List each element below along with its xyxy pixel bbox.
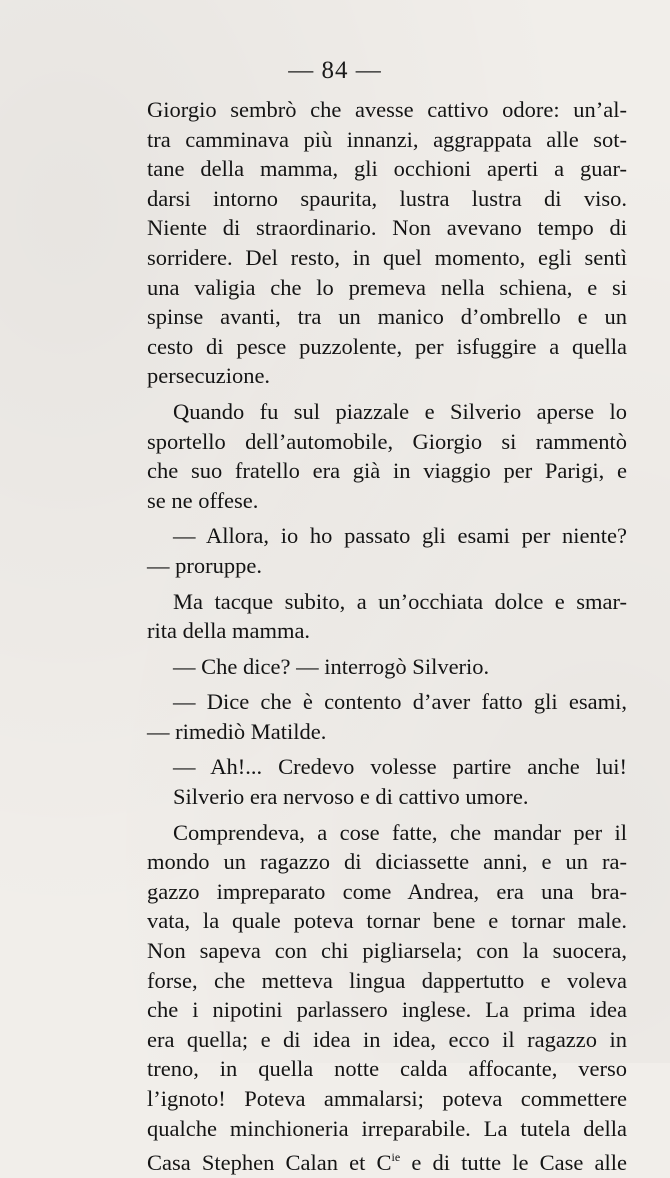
text-line: darsi intorno spaurita, lustra lustra di viso. [147, 185, 627, 211]
text-line: era quella; e di idea in idea, ecco il ragazzo in [147, 1026, 627, 1052]
text-line: persecuzione. [147, 363, 271, 389]
company-abbr-suffix: ie [391, 1150, 401, 1165]
text-line: spinse avanti, tra un manico d’ombrello e un [147, 304, 627, 330]
text-line: sorridere. Del resto, in quel momento, egli sentì [147, 244, 627, 270]
text-line: che suo fratello era già in viaggio per Parigi, e [147, 458, 627, 484]
text-line: se ne offese. [147, 487, 259, 513]
page-number: — 84 — [288, 57, 382, 84]
text-line: l’ignoto! Poteva ammalarsi; poteva commettere [147, 1086, 627, 1111]
text-line: vata, la quale poteva tornar bene e tornar male. [147, 908, 627, 934]
text-line: Niente di straordinario. Non avevano tempo di [147, 215, 627, 241]
text-line: Non sapeva con chi pigliarsela; con la suocera, [147, 938, 627, 964]
last-line-before: Casa Stephen Calan et C [147, 1150, 392, 1176]
text-line: Giorgio sembrò che avesse cattivo odore: un’al- [147, 97, 627, 122]
text-line: gazzo impreparato come Andrea, era una bra- [147, 878, 627, 904]
text-line: che i nipotini parlassero inglese. La prima idea [147, 997, 627, 1023]
text-line: Ma tacque subito, a un’occhiata dolce e smar- [173, 588, 627, 614]
text-line: Quando fu sul piazzale e Silverio aperse lo [173, 398, 627, 424]
text-line: rita della mamma. [147, 618, 311, 644]
text-line: tra camminava più innanzi, aggrappata alle sot- [147, 126, 627, 152]
text-line: cesto di pesce puzzolente, per isfuggire a quella [147, 333, 627, 359]
body-text [147, 95, 627, 1176]
text-line: tane della mamma, gli occhioni aperti a guar- [147, 156, 627, 182]
text-line: qualche minchioneria irreparabile. La tutela della [147, 1115, 627, 1141]
text-line: — rimediò Matilde. [147, 718, 327, 744]
text-line: una valigia che lo premeva nella schiena, e si [147, 274, 627, 300]
text-line: forse, che metteva lingua dappertutto e voleva [147, 967, 627, 993]
text-line: — Ah!... Credevo volesse partire anche lui! [173, 754, 627, 780]
text-line: — Allora, io ho passato gli esami per niente? [173, 523, 627, 549]
text-line: Comprendeva, a cose fatte, che mandar per il [173, 819, 627, 845]
text-line: treno, in quella notte calda affocante, verso [147, 1056, 627, 1082]
text-line: sportello dell’automobile, Giorgio si rammentò [147, 428, 627, 454]
last-line-after: e di tutte le Case alle [400, 1150, 627, 1176]
text-line-last [147, 1143, 627, 1176]
text-line: — Dice che è contento d’aver fatto gli esami, [173, 689, 627, 715]
text-line: Silverio era nervoso e di cattivo umore. [173, 784, 529, 810]
text-line: — proruppe. [147, 552, 262, 578]
text-line: — Che dice? — interrogò Silverio. [173, 653, 490, 679]
text-line: mondo un ragazzo di diciassette anni, e un ra- [147, 849, 627, 875]
